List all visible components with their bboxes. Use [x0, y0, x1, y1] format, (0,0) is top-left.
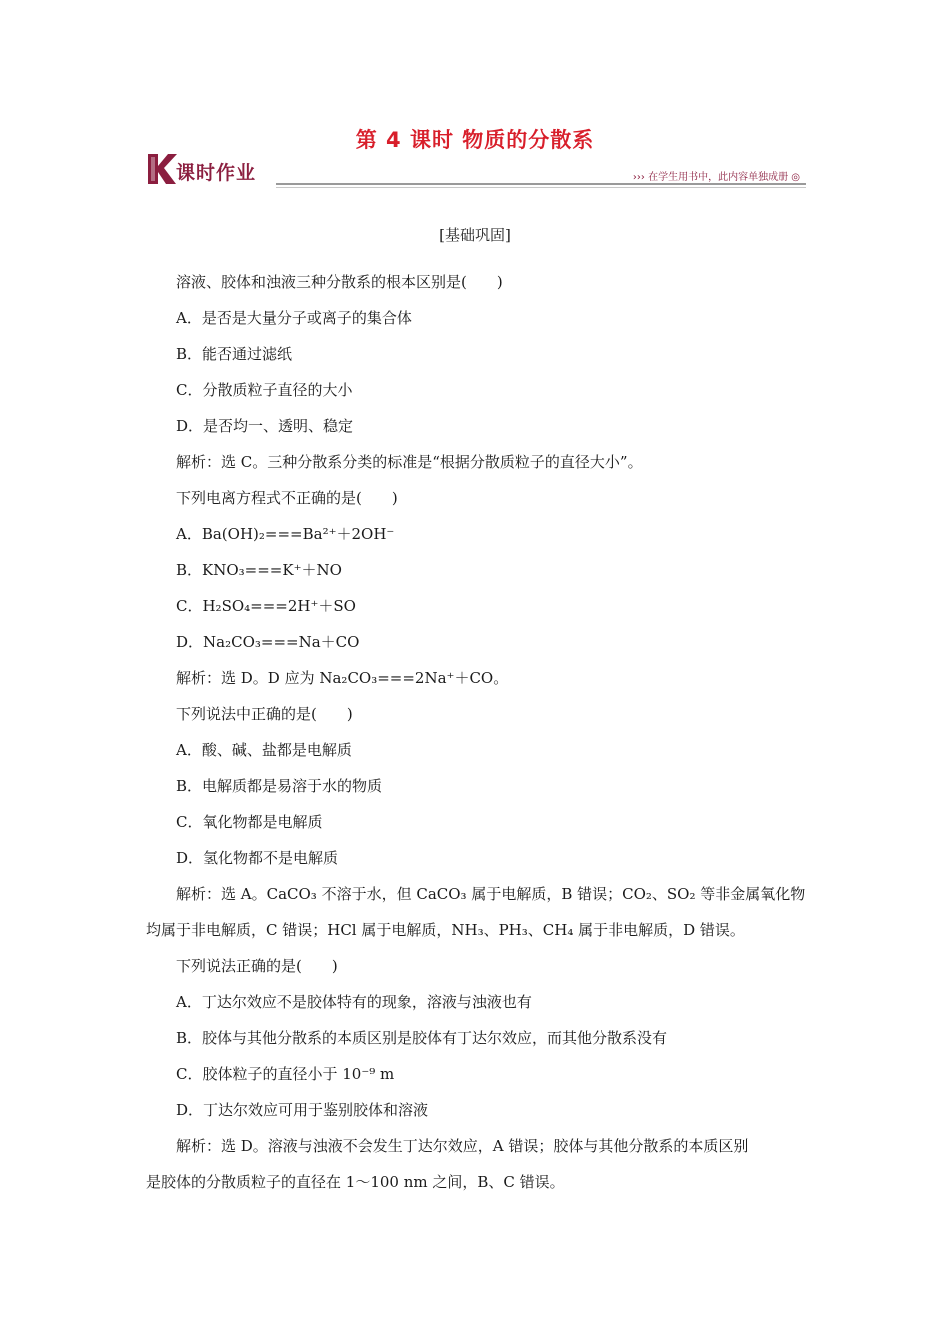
option-a: A．丁达尔效应不是胶体特有的现象，溶液与浊液也有	[176, 993, 532, 1011]
option-b: B．能否通过滤纸	[176, 345, 293, 363]
banner-note: ››› 在学生用书中，此内容单独成册 ◎	[632, 172, 800, 183]
option-d: D．Na₂CO₃===Na＋CO	[176, 633, 360, 651]
k-logo-icon	[146, 152, 178, 186]
analysis: 解析：选 C。三种分散系分类的标准是“根据分散质粒子的直径大小”。	[176, 453, 643, 471]
homework-banner	[146, 150, 806, 190]
question-stem: 下列说法正确的是( )	[176, 957, 338, 975]
banner-divider	[276, 183, 806, 185]
section-title: [基础巩固]	[439, 226, 511, 244]
option-c: C．胶体粒子的直径小于 10⁻⁹ m	[176, 1065, 395, 1083]
option-d: D．氢化物都不是电解质	[176, 849, 339, 867]
option-d: D．丁达尔效应可用于鉴别胶体和溶液	[176, 1101, 429, 1119]
banner-divider-thin	[276, 187, 806, 188]
option-c: C．氧化物都是电解质	[176, 813, 323, 831]
analysis-line-1: 解析：选 A。CaCO₃ 不溶于水，但 CaCO₃ 属于电解质，B 错误；CO₂、SO₂ 等非金属氧化物	[176, 885, 806, 903]
option-a: A．Ba(OH)₂===Ba²⁺＋2OH⁻	[176, 525, 395, 543]
analysis-line-1: 解析：选 D。溶液与浊液不会发生丁达尔效应，A 错误；胶体与其他分散系的本质区别	[176, 1137, 749, 1155]
analysis-line-2: 是胶体的分散质粒子的直径在 1～100 nm 之间，B、C 错误。	[146, 1173, 565, 1191]
option-a: A．酸、碱、盐都是电解质	[176, 741, 352, 759]
analysis: 解析：选 D。D 应为 Na₂CO₃===2Na⁺＋CO。	[176, 669, 509, 687]
option-a: A．是否是大量分子或离子的集合体	[176, 309, 412, 327]
question-stem: 下列电离方程式不正确的是( )	[176, 489, 398, 507]
analysis-line-2: 均属于非电解质，C 错误；HCl 属于电解质，NH₃、PH₃、CH₄ 属于非电解质，D 错误。	[146, 921, 745, 939]
question-list	[146, 264, 810, 1200]
option-b: B．KNO₃===K⁺＋NO	[176, 561, 342, 579]
option-b: B．电解质都是易溶于水的物质	[176, 777, 383, 795]
question-stem: 下列说法中正确的是( )	[176, 705, 353, 723]
question-stem: 溶液、胶体和浊液三种分散系的根本区别是( )	[176, 273, 503, 291]
banner-label: 课时作业	[176, 162, 257, 184]
option-b: B．胶体与其他分散系的本质区别是胶体有丁达尔效应，而其他分散系没有	[176, 1029, 668, 1047]
option-c: C．分散质粒子直径的大小	[176, 381, 353, 399]
page-title: 第 4 课时 物质的分散系	[355, 128, 595, 152]
option-c: C．H₂SO₄===2H⁺＋SO	[176, 597, 356, 615]
option-d: D．是否均一、透明、稳定	[176, 417, 354, 435]
